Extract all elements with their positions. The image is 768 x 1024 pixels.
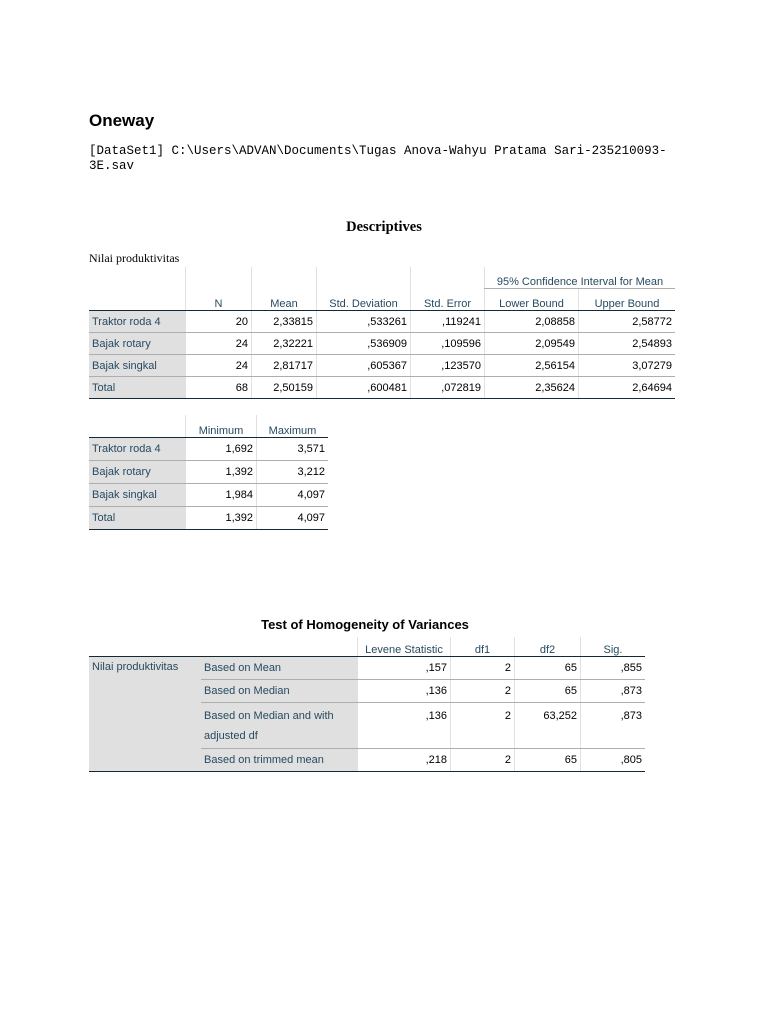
cell: ,218 — [358, 749, 451, 772]
cell: ,109596 — [411, 333, 485, 355]
cell: ,136 — [358, 680, 451, 703]
variable-label: Nilai produktivitas — [89, 657, 201, 772]
row-label: Traktor roda 4 — [89, 311, 186, 333]
cell: 4,097 — [257, 507, 329, 530]
row-label: Bajak singkal — [89, 355, 186, 377]
minmax-table — [89, 415, 328, 530]
row-label: Bajak rotary — [89, 333, 186, 355]
col-upper-bound: Upper Bound — [579, 289, 676, 311]
row-label: Total — [89, 507, 186, 530]
cell: 2,56154 — [485, 355, 579, 377]
column-header-row — [89, 637, 645, 657]
cell: 2,35624 — [485, 377, 579, 399]
cell: 2,50159 — [252, 377, 317, 399]
cell: ,805 — [581, 749, 646, 772]
cell: 2,58772 — [579, 311, 676, 333]
cell: 3,212 — [257, 461, 329, 484]
cell: 2 — [451, 749, 515, 772]
column-header-row — [89, 289, 675, 311]
homogeneity-title: Test of Homogeneity of Variances — [261, 617, 469, 632]
header-row — [89, 267, 675, 289]
cell: 65 — [515, 749, 581, 772]
col-lower-bound: Lower Bound — [485, 289, 579, 311]
cell: 2,64694 — [579, 377, 676, 399]
cell: 1,984 — [186, 484, 257, 507]
column-header-row — [89, 415, 328, 438]
cell: ,600481 — [317, 377, 411, 399]
cell: 3,571 — [257, 438, 329, 461]
output-title: Oneway — [89, 111, 155, 130]
row-label: Traktor roda 4 — [89, 438, 186, 461]
cell: 2,08858 — [485, 311, 579, 333]
cell: 1,392 — [186, 507, 257, 530]
row-label: Bajak rotary — [89, 461, 186, 484]
cell: 65 — [515, 657, 581, 680]
row-label: Based on Mean — [201, 657, 358, 680]
cell: 20 — [186, 311, 252, 333]
cell: 65 — [515, 680, 581, 703]
table-row — [89, 657, 645, 680]
cell: 2 — [451, 703, 515, 749]
descriptives-title: Descriptives — [346, 219, 422, 235]
cell: 2 — [451, 657, 515, 680]
table-row — [89, 484, 328, 507]
cell: ,855 — [581, 657, 646, 680]
cell: 2,33815 — [252, 311, 317, 333]
cell: 63,252 — [515, 703, 581, 749]
cell: 68 — [186, 377, 252, 399]
row-label: Based on Median and with adjusted df — [201, 703, 358, 749]
col-df1: df1 — [451, 637, 515, 657]
cell: 24 — [186, 333, 252, 355]
cell: 4,097 — [257, 484, 329, 507]
cell: ,873 — [581, 680, 646, 703]
cell: 2,32221 — [252, 333, 317, 355]
table-row — [89, 333, 675, 355]
cell: 2,54893 — [579, 333, 676, 355]
table-row — [89, 507, 328, 530]
descriptives-variable: Nilai produktivitas — [89, 251, 180, 265]
corner-cell — [89, 267, 186, 289]
col-sig: Sig. — [581, 637, 646, 657]
table-row — [89, 311, 675, 333]
cell: ,873 — [581, 703, 646, 749]
cell: ,536909 — [317, 333, 411, 355]
cell: 1,392 — [186, 461, 257, 484]
col-std-error: Std. Error — [411, 289, 485, 311]
cell: 3,07279 — [579, 355, 676, 377]
cell: 2,09549 — [485, 333, 579, 355]
col-levene-statistic: Levene Statistic — [358, 637, 451, 657]
table-row — [89, 438, 328, 461]
table-row — [89, 461, 328, 484]
cell: 2,81717 — [252, 355, 317, 377]
dataset-path: [DataSet1] C:\Users\ADVAN\Documents\Tugas Anova-Wahyu Pratama Sari-235210093-3E.sav — [89, 144, 667, 173]
cell: 2 — [451, 680, 515, 703]
descriptives-table — [89, 267, 675, 399]
cell: 1,692 — [186, 438, 257, 461]
col-maximum: Maximum — [257, 415, 329, 438]
col-mean: Mean — [252, 289, 317, 311]
col-n: N — [186, 289, 252, 311]
table-row — [89, 377, 675, 399]
row-label: Based on trimmed mean — [201, 749, 358, 772]
col-df2: df2 — [515, 637, 581, 657]
col-minimum: Minimum — [186, 415, 257, 438]
cell: ,605367 — [317, 355, 411, 377]
row-label: Total — [89, 377, 186, 399]
cell: ,072819 — [411, 377, 485, 399]
table-row — [89, 355, 675, 377]
row-label: Bajak singkal — [89, 484, 186, 507]
cell: 24 — [186, 355, 252, 377]
row-label: Based on Median — [201, 680, 358, 703]
cell: ,136 — [358, 703, 451, 749]
cell: ,533261 — [317, 311, 411, 333]
homogeneity-table — [89, 637, 645, 772]
cell: ,123570 — [411, 355, 485, 377]
ci-header: 95% Confidence Interval for Mean — [485, 267, 676, 289]
col-std-deviation: Std. Deviation — [317, 289, 411, 311]
cell: ,157 — [358, 657, 451, 680]
cell: ,119241 — [411, 311, 485, 333]
